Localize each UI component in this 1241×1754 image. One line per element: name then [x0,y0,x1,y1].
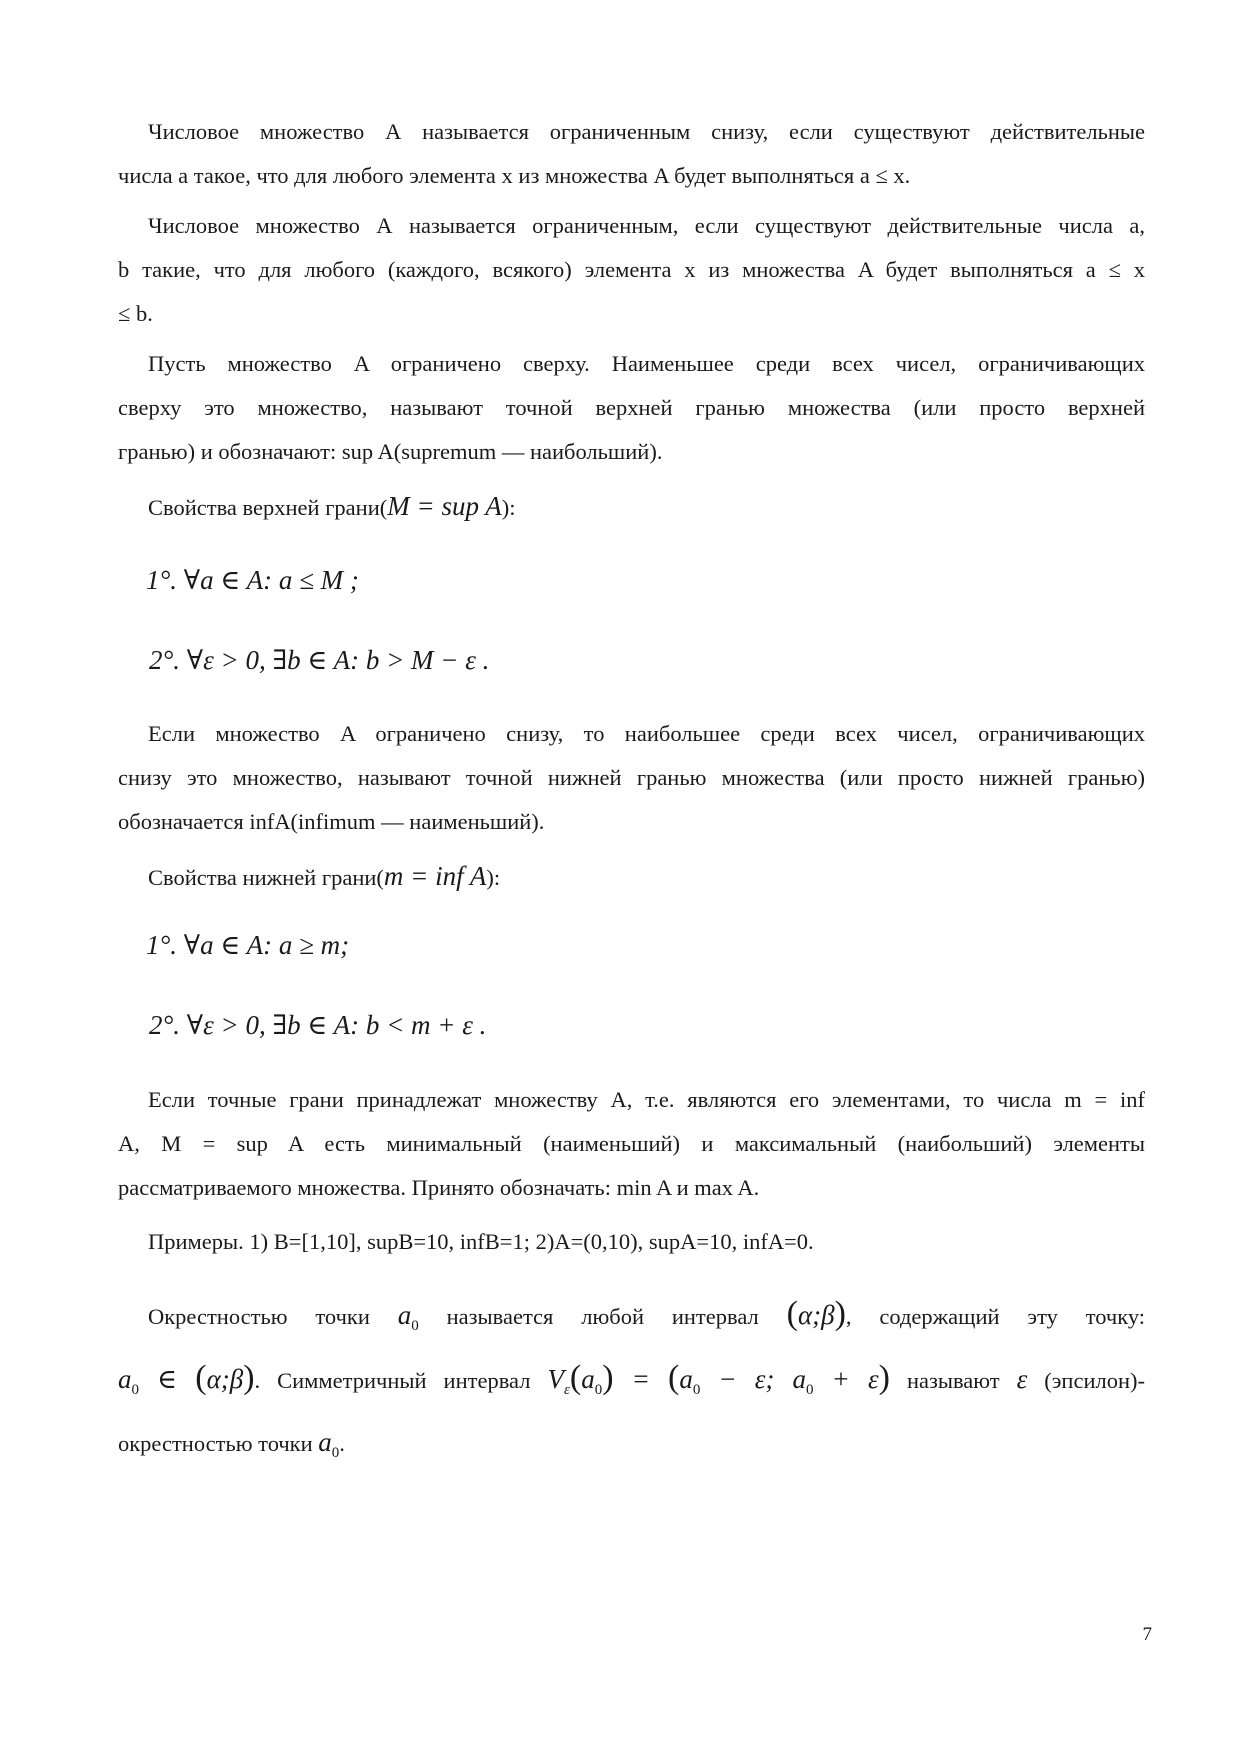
interval-alpha-beta-formula: (α;β) [786,1295,846,1332]
lower-property-2: 2°. ∀ε > 0, ∃b ∈ A: b < m + ε . [149,1010,487,1040]
point-a0-formula-end: $a_0$ [318,1427,340,1461]
upper-property-1: 1°. ∀a ∈ A: a ≤ M ; [146,565,359,595]
epsilon-symbol: ε [1016,1364,1028,1394]
paragraph-inf-properties: Свойства нижней грани(m = inf A): [148,861,501,891]
lower-property-1: 1°. ∀a ∈ A: a ≥ m; [146,930,350,960]
paragraph-min-max: Если точные грани принадлежат множеству A, т.е. являются его элементами, то числа m = inf A, M = sup A есть минимальный (наименьший) и максимальный (наибольший) элементы рассматриваемого множества. Принято обозначать: min A и max A. [118,1087,1145,1200]
a0-in-interval-formula: $a_0$ ∈ (α;β) [118,1359,255,1398]
sup-definition-formula: M = sup A [387,491,502,521]
paragraph-neighborhood: Окрестностью точки $a_0$ называется любой интервал (α;β), содержащий эту точку: $a_0$ ∈ (α;β). Симметричный интервал $V_\varepsilon(a_0) = (a_0 - \varepsilon$; $a_0 + \varepsilon$) называют ε (эпсилон)- окрестностью точки $a_0$. [118,1295,1146,1461]
inf-definition-formula: m = inf A [383,861,487,891]
symmetric-interval-formula: $V_\varepsilon(a_0) = (a_0 - \varepsilon$; $a_0 + \varepsilon$) [547,1359,890,1398]
paragraph-sup-properties: Свойства верхней грани(M = sup A): [148,491,516,521]
paragraph-bounded-below: Числовое множество А называется ограниченным снизу, если существуют действительные числа a такое, что для любого элемента x из множества A будет выполняться a ≤ x. [118,119,1145,188]
paragraph-supremum: Пусть множество A ограничено сверху. Наименьшее среди всех чисел, ограничивающих сверху это множество, называют точной верхней гранью множества (или просто верхней гранью) и обозначают: sup A(supremum — наибольший). [118,351,1145,464]
page-number: 7 [1142,1624,1152,1645]
paragraph-bounded: Числовое множество А называется ограниченным, если существуют действительные числа a, b такие, что для любого (каждого, всякого) элемента x из множества A будет выполняться a ≤ x ≤ b. [118,213,1145,326]
paragraph-examples: Примеры. 1) B=[1,10], supB=10, infB=1; 2)A=(0,10), supA=10, infA=0. [148,1229,814,1254]
paragraph-infimum: Если множество A ограничено снизу, то наибольшее среди всех чисел, ограничивающих снизу это множество, называют точной нижней гранью множества (или просто нижней гранью) обозначается infA(infimum — наименьший). [118,721,1145,834]
upper-property-2: 2°. ∀ε > 0, ∃b ∈ A: b > M − ε . [149,645,490,675]
point-a0-formula: $a_0$ [397,1300,419,1334]
